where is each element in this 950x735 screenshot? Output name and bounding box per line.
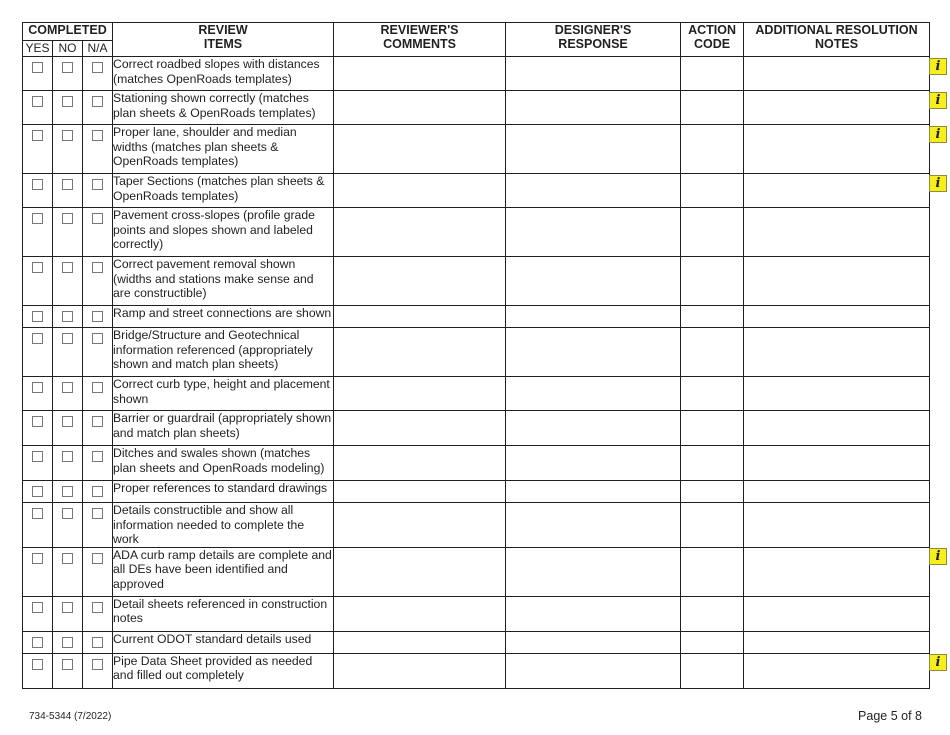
designer-response-cell[interactable]: [506, 125, 681, 174]
no-checkbox[interactable]: [62, 311, 73, 322]
yes-checkbox[interactable]: [32, 451, 43, 462]
yes-cell: [23, 174, 53, 208]
action-code-cell[interactable]: [681, 547, 744, 596]
action-code-cell[interactable]: [681, 653, 744, 688]
action-code-cell[interactable]: [681, 306, 744, 328]
yes-cell: [23, 257, 53, 306]
reviewers-comments-header: REVIEWER'S COMMENTS: [334, 23, 506, 57]
no-checkbox[interactable]: [62, 62, 73, 73]
na-checkbox[interactable]: [92, 179, 103, 190]
na-cell: [83, 57, 113, 91]
no-checkbox[interactable]: [62, 262, 73, 273]
info-icon[interactable]: i: [929, 175, 947, 192]
na-header: N/A: [83, 41, 113, 57]
yes-checkbox[interactable]: [32, 130, 43, 141]
na-checkbox[interactable]: [92, 637, 103, 648]
review-item-text: ADA curb ramp details are complete and all DEs have been identified and approved: [113, 547, 334, 596]
action-code-cell[interactable]: [681, 481, 744, 503]
na-checkbox[interactable]: [92, 553, 103, 564]
resolution-notes-cell[interactable]: [744, 174, 930, 208]
na-checkbox[interactable]: [92, 508, 103, 519]
table-row: [23, 174, 930, 208]
no-cell: [53, 57, 83, 91]
designer-response-cell[interactable]: [506, 481, 681, 503]
yes-checkbox[interactable]: [32, 382, 43, 393]
table-row: [23, 328, 930, 377]
review-item-text: Barrier or guardrail (appropriately shown and match plan sheets): [113, 411, 334, 446]
reviewer-comment-cell[interactable]: [334, 503, 506, 548]
action-code-cell[interactable]: [681, 208, 744, 257]
na-cell: [83, 208, 113, 257]
review-rows: [23, 57, 930, 689]
action-code-cell[interactable]: [681, 411, 744, 446]
resolution-notes-cell[interactable]: [744, 257, 930, 306]
no-checkbox[interactable]: [62, 508, 73, 519]
designer-response-cell[interactable]: [506, 547, 681, 596]
no-cell: [53, 596, 83, 631]
review-item-text: Ditches and swales shown (matches plan sheets and OpenRoads modeling): [113, 446, 334, 481]
yes-cell: [23, 503, 53, 548]
action-code-cell[interactable]: [681, 503, 744, 548]
yes-checkbox[interactable]: [32, 486, 43, 497]
table-row: [23, 653, 930, 688]
designer-response-cell[interactable]: [506, 306, 681, 328]
reviewer-comment-cell[interactable]: [334, 547, 506, 596]
no-cell: [53, 208, 83, 257]
no-checkbox[interactable]: [62, 333, 73, 344]
additional-notes-header: ADDITIONAL RESOLUTION NOTES: [744, 23, 930, 57]
reviewer-comment-cell[interactable]: [334, 257, 506, 306]
action-code-cell[interactable]: [681, 91, 744, 125]
yes-checkbox[interactable]: [32, 416, 43, 427]
no-cell: [53, 125, 83, 174]
yes-cell: [23, 411, 53, 446]
review-item-text: Correct pavement removal shown (widths and stations make sense and are constructible): [113, 257, 334, 306]
resolution-notes-cell[interactable]: [744, 596, 930, 631]
na-cell: [83, 306, 113, 328]
action-code-cell[interactable]: [681, 446, 744, 481]
review-item-text: Details constructible and show all information needed to complete the work: [113, 503, 334, 548]
yes-cell: [23, 125, 53, 174]
no-cell: [53, 446, 83, 481]
resolution-notes-cell[interactable]: [744, 411, 930, 446]
reviewer-comment-cell[interactable]: [334, 377, 506, 411]
no-cell: [53, 377, 83, 411]
na-cell: [83, 631, 113, 653]
no-cell: [53, 547, 83, 596]
no-checkbox[interactable]: [62, 486, 73, 497]
resolution-notes-cell[interactable]: [744, 631, 930, 653]
reviewer-comment-cell[interactable]: [334, 208, 506, 257]
review-item-text: Bridge/Structure and Geotechnical information referenced (appropriately shown and match plan sheets): [113, 328, 334, 377]
designer-response-cell[interactable]: [506, 208, 681, 257]
review-item-text: Detail sheets referenced in construction notes: [113, 596, 334, 631]
action-code-header: ACTION CODE: [681, 23, 744, 57]
table-row: [23, 377, 930, 411]
no-checkbox[interactable]: [62, 416, 73, 427]
na-checkbox[interactable]: [92, 213, 103, 224]
table-row: [23, 257, 930, 306]
table-row: [23, 125, 930, 174]
info-icon[interactable]: i: [929, 92, 947, 109]
review-item-text: Correct curb type, height and placement shown: [113, 377, 334, 411]
yes-checkbox[interactable]: [32, 213, 43, 224]
reviewer-comment-cell[interactable]: [334, 631, 506, 653]
no-cell: [53, 503, 83, 548]
review-item-text: Ramp and street connections are shown: [113, 306, 334, 328]
reviewer-comment-cell[interactable]: [334, 411, 506, 446]
designers-response-header: DESIGNER'S RESPONSE: [506, 23, 681, 57]
na-checkbox[interactable]: [92, 311, 103, 322]
reviewer-comment-cell[interactable]: [334, 481, 506, 503]
na-checkbox[interactable]: [92, 62, 103, 73]
yes-cell: [23, 631, 53, 653]
yes-cell: [23, 481, 53, 503]
designer-response-cell[interactable]: [506, 446, 681, 481]
na-checkbox[interactable]: [92, 659, 103, 670]
resolution-notes-cell[interactable]: [744, 125, 930, 174]
table-row: [23, 411, 930, 446]
yes-cell: [23, 91, 53, 125]
na-cell: [83, 125, 113, 174]
no-checkbox[interactable]: [62, 451, 73, 462]
resolution-notes-cell[interactable]: [744, 57, 930, 91]
na-cell: [83, 174, 113, 208]
resolution-notes-cell[interactable]: [744, 91, 930, 125]
no-checkbox[interactable]: [62, 96, 73, 107]
reviewer-comment-cell[interactable]: [334, 306, 506, 328]
info-icon[interactable]: i: [929, 58, 947, 75]
no-checkbox[interactable]: [62, 179, 73, 190]
no-checkbox[interactable]: [62, 602, 73, 613]
yes-cell: [23, 446, 53, 481]
no-cell: [53, 411, 83, 446]
reviewer-comment-cell[interactable]: [334, 328, 506, 377]
yes-checkbox[interactable]: [32, 262, 43, 273]
yes-checkbox[interactable]: [32, 96, 43, 107]
designer-response-cell[interactable]: [506, 596, 681, 631]
na-checkbox[interactable]: [92, 130, 103, 141]
reviewer-comment-cell[interactable]: [334, 596, 506, 631]
table-row: [23, 596, 930, 631]
table-row: [23, 57, 930, 91]
resolution-notes-cell[interactable]: [744, 377, 930, 411]
action-code-cell[interactable]: [681, 125, 744, 174]
designer-response-cell[interactable]: [506, 377, 681, 411]
page-number: Page 5 of 8: [858, 709, 922, 723]
review-items-header: REVIEW ITEMS: [113, 23, 334, 57]
reviewer-comment-cell[interactable]: [334, 653, 506, 688]
designer-response-cell[interactable]: [506, 57, 681, 91]
designer-response-cell[interactable]: [506, 411, 681, 446]
na-cell: [83, 377, 113, 411]
na-cell: [83, 257, 113, 306]
resolution-notes-cell[interactable]: [744, 306, 930, 328]
na-cell: [83, 328, 113, 377]
reviewer-comment-cell[interactable]: [334, 125, 506, 174]
yes-cell: [23, 208, 53, 257]
no-cell: [53, 91, 83, 125]
table-row: [23, 208, 930, 257]
no-checkbox[interactable]: [62, 659, 73, 670]
designer-response-cell[interactable]: [506, 631, 681, 653]
yes-header: YES: [23, 41, 53, 57]
table-row: [23, 631, 930, 653]
action-code-cell[interactable]: [681, 257, 744, 306]
na-cell: [83, 411, 113, 446]
na-cell: [83, 547, 113, 596]
na-checkbox[interactable]: [92, 416, 103, 427]
reviewer-comment-cell[interactable]: [334, 91, 506, 125]
na-checkbox[interactable]: [92, 602, 103, 613]
info-icon[interactable]: i: [929, 654, 947, 671]
reviewer-comment-cell[interactable]: [334, 446, 506, 481]
action-code-cell[interactable]: [681, 631, 744, 653]
na-cell: [83, 446, 113, 481]
table-row: [23, 91, 930, 125]
table-row: [23, 481, 930, 503]
action-code-cell[interactable]: [681, 174, 744, 208]
action-code-cell[interactable]: [681, 57, 744, 91]
designer-response-cell[interactable]: [506, 257, 681, 306]
yes-checkbox[interactable]: [32, 179, 43, 190]
resolution-notes-cell[interactable]: [744, 481, 930, 503]
form-number: 734-5344 (7/2022): [29, 711, 112, 722]
no-checkbox[interactable]: [62, 213, 73, 224]
table-row: [23, 503, 930, 548]
na-checkbox[interactable]: [92, 382, 103, 393]
review-item-text: Correct roadbed slopes with distances (matches OpenRoads templates): [113, 57, 334, 91]
na-cell: [83, 481, 113, 503]
na-cell: [83, 596, 113, 631]
review-table: [22, 22, 930, 689]
review-item-text: Pipe Data Sheet provided as needed and filled out completely: [113, 653, 334, 688]
resolution-notes-cell[interactable]: [744, 208, 930, 257]
yes-checkbox[interactable]: [32, 311, 43, 322]
resolution-notes-cell[interactable]: [744, 653, 930, 688]
resolution-notes-cell[interactable]: [744, 547, 930, 596]
no-cell: [53, 174, 83, 208]
designer-response-cell[interactable]: [506, 653, 681, 688]
yes-cell: [23, 328, 53, 377]
na-cell: [83, 653, 113, 688]
na-cell: [83, 91, 113, 125]
review-item-text: Taper Sections (matches plan sheets & OpenRoads templates): [113, 174, 334, 208]
table-row: [23, 306, 930, 328]
yes-cell: [23, 57, 53, 91]
na-cell: [83, 503, 113, 548]
yes-checkbox[interactable]: [32, 62, 43, 73]
yes-cell: [23, 306, 53, 328]
yes-cell: [23, 377, 53, 411]
no-header: NO: [53, 41, 83, 57]
review-item-text: Stationing shown correctly (matches plan sheets & OpenRoads templates): [113, 91, 334, 125]
no-cell: [53, 481, 83, 503]
no-cell: [53, 653, 83, 688]
table-row: [23, 547, 930, 596]
reviewer-comment-cell[interactable]: [334, 174, 506, 208]
designer-response-cell[interactable]: [506, 174, 681, 208]
action-code-cell[interactable]: [681, 328, 744, 377]
yes-checkbox[interactable]: [32, 659, 43, 670]
no-cell: [53, 257, 83, 306]
na-checkbox[interactable]: [92, 262, 103, 273]
completed-header: COMPLETED: [23, 23, 113, 41]
no-checkbox[interactable]: [62, 553, 73, 564]
yes-checkbox[interactable]: [32, 333, 43, 344]
yes-checkbox[interactable]: [32, 553, 43, 564]
na-checkbox[interactable]: [92, 96, 103, 107]
review-item-text: Pavement cross-slopes (profile grade points and slopes shown and labeled correctly): [113, 208, 334, 257]
info-icon[interactable]: i: [929, 126, 947, 143]
yes-cell: [23, 547, 53, 596]
reviewer-comment-cell[interactable]: [334, 57, 506, 91]
review-item-text: Current ODOT standard details used: [113, 631, 334, 653]
action-code-cell[interactable]: [681, 596, 744, 631]
na-checkbox[interactable]: [92, 451, 103, 462]
resolution-notes-cell[interactable]: [744, 503, 930, 548]
resolution-notes-cell[interactable]: [744, 446, 930, 481]
action-code-cell[interactable]: [681, 377, 744, 411]
yes-checkbox[interactable]: [32, 508, 43, 519]
no-cell: [53, 631, 83, 653]
na-checkbox[interactable]: [92, 486, 103, 497]
na-checkbox[interactable]: [92, 333, 103, 344]
resolution-notes-cell[interactable]: [744, 328, 930, 377]
no-checkbox[interactable]: [62, 130, 73, 141]
designer-response-cell[interactable]: [506, 91, 681, 125]
yes-checkbox[interactable]: [32, 637, 43, 648]
yes-cell: [23, 653, 53, 688]
review-item-text: Proper references to standard drawings: [113, 481, 334, 503]
designer-response-cell[interactable]: [506, 503, 681, 548]
no-cell: [53, 328, 83, 377]
yes-cell: [23, 596, 53, 631]
yes-checkbox[interactable]: [32, 602, 43, 613]
no-checkbox[interactable]: [62, 382, 73, 393]
info-icon[interactable]: i: [929, 548, 947, 565]
review-item-text: Proper lane, shoulder and median widths (matches plan sheets & OpenRoads templates): [113, 125, 334, 174]
no-checkbox[interactable]: [62, 637, 73, 648]
designer-response-cell[interactable]: [506, 328, 681, 377]
no-cell: [53, 306, 83, 328]
table-row: [23, 446, 930, 481]
